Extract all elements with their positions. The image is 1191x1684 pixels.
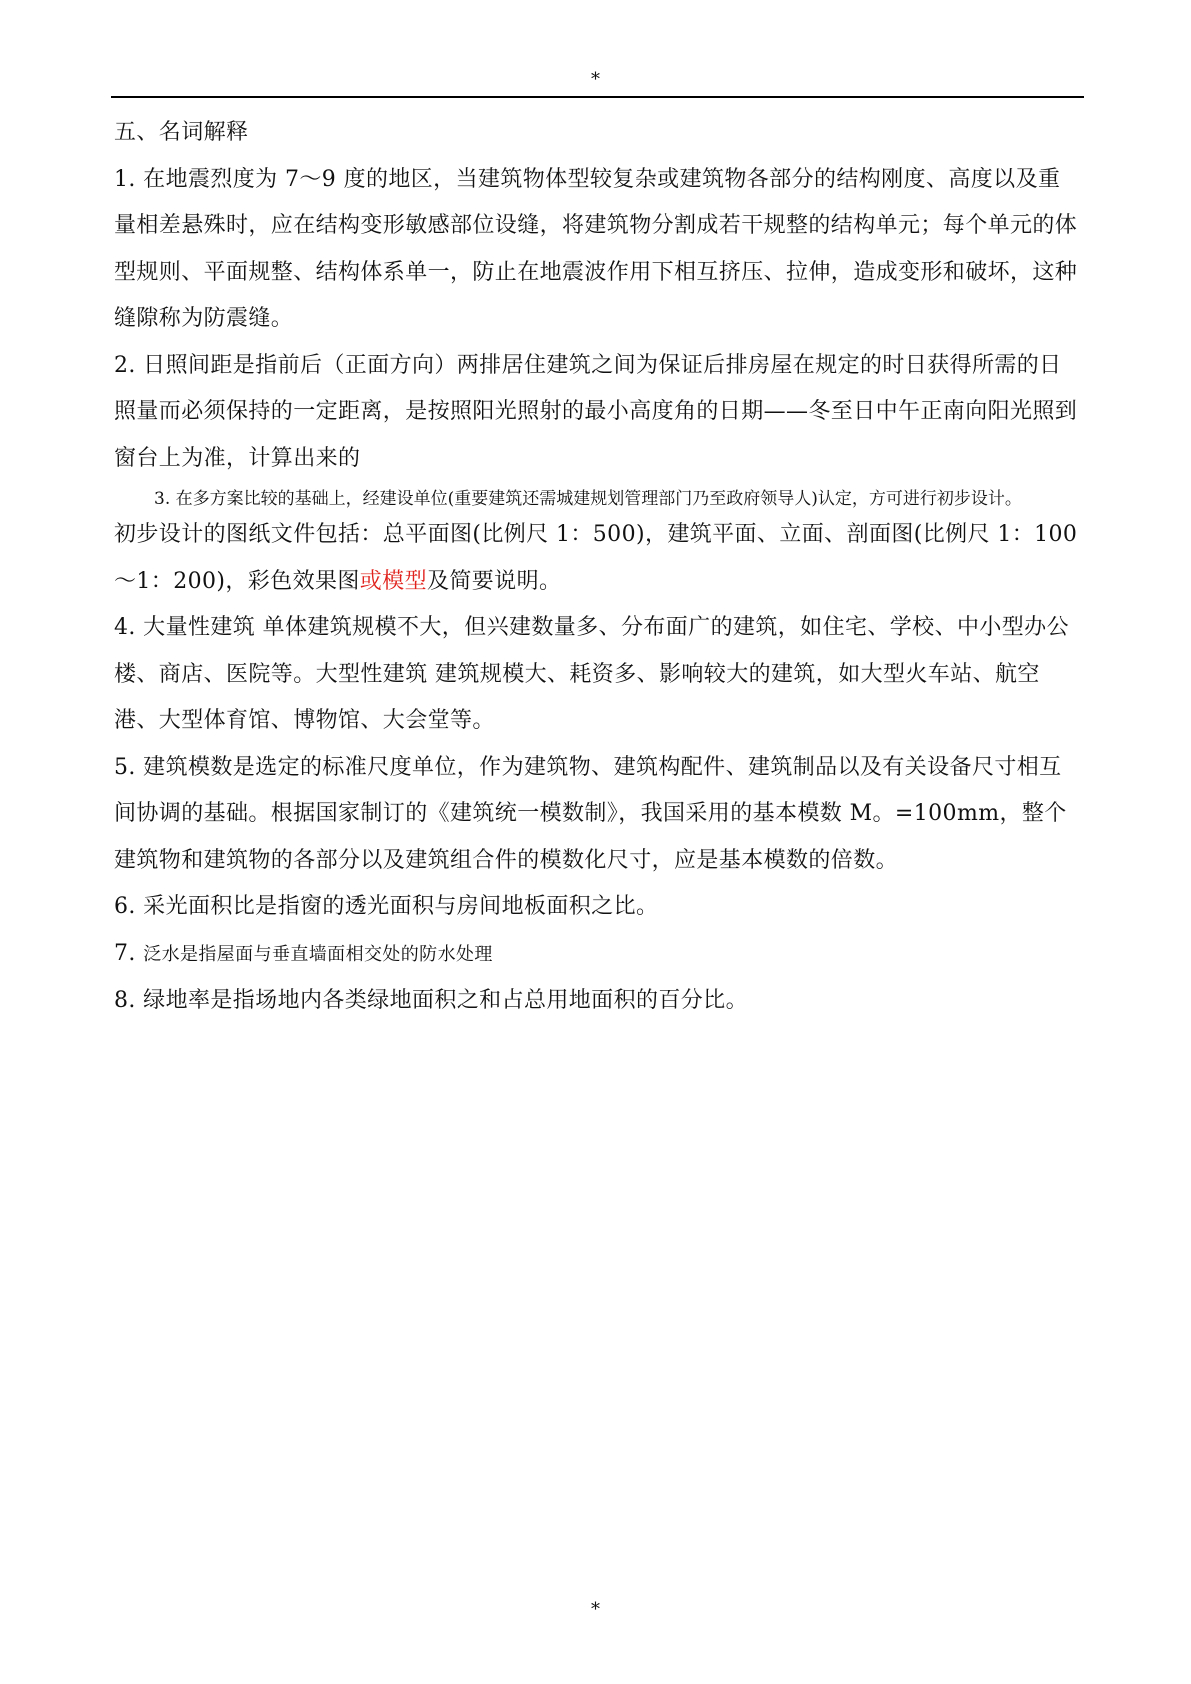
section-title: 五、名词解释 [114, 120, 249, 145]
footer-asterisk: * [591, 1599, 600, 1620]
definition-item-1: 1. 在地震烈度为 7～9 度的地区，当建筑物体型较复杂或建筑物各部分的结构刚度、高度以及重量相差悬殊时，应在结构变形敏感部位设缝，将建筑物分割成若干规整的结构单元；每个单元的体型规则、平面规整、结构体系单一，防止在地震波作用下相互挤压、拉伸，造成变形和破坏，这种缝隙称为防震缝。 [114, 166, 1078, 331]
header-asterisk: * [591, 69, 600, 90]
definition-item-6: 6. 采光面积比是指窗的透光面积与房间地板面积之比。 [114, 894, 659, 919]
item-3-body-before: 初步设计的图纸文件包括：总平面图(比例尺 1：500)，建筑平面、立面、剖面图(比例尺 1：100～1：200)，彩色效果图 [114, 522, 1078, 594]
item-3-note-text: 3. 在多方案比较的基础上，经建设单位(重要建筑还需城建规划管理部门乃至政府领导人)认定，方可进行初步设计。 [154, 489, 1022, 509]
item-7-number: 7. [114, 940, 144, 966]
definition-item-8: 8. 绿地率是指场地内各类绿地面积之和占总用地面积的百分比。 [114, 988, 748, 1013]
definition-item-3-note [114, 486, 1082, 512]
definition-item-4: 4. 大量性建筑 单体建筑规模不大，但兴建数量多、分布面广的建筑，如住宅、学校、中小型办公楼、商店、医院等。大型性建筑 建筑规模大、耗资多、影响较大的建筑，如大型火车站、航空港、大型体育馆、博物馆、大会堂等。 [114, 615, 1069, 733]
definition-item-3-body [114, 512, 1082, 605]
item-3-body-after: 及简要说明。 [426, 568, 562, 594]
header-rule [111, 96, 1084, 98]
item-3-highlight: 或模型 [359, 568, 427, 594]
definition-item-7 [114, 931, 1082, 979]
document-body [114, 110, 1082, 1025]
definition-item-2: 2. 日照间距是指前后（正面方向）两排居住建筑之间为保证后排房屋在规定的时日获得所需的日照量而必须保持的一定距离，是按照阳光照射的最小高度角的日期——冬至日中午正南向阳光照到窗台上为准，计算出来的 [114, 352, 1078, 471]
item-7-text: 泛水是指屋面与垂直墙面相交处的防水处理 [143, 943, 493, 965]
definition-item-5: 5. 建筑模数是选定的标准尺度单位，作为建筑物、建筑构配件、建筑制品以及有关设备尺寸相互间协调的基础。根据国家制订的《建筑统一模数制》，我国采用的基本模数 M。=100mm，整个建筑物和建筑物的各部分以及建筑组合件的模数化尺寸，应是基本模数的倍数。 [114, 754, 1067, 873]
